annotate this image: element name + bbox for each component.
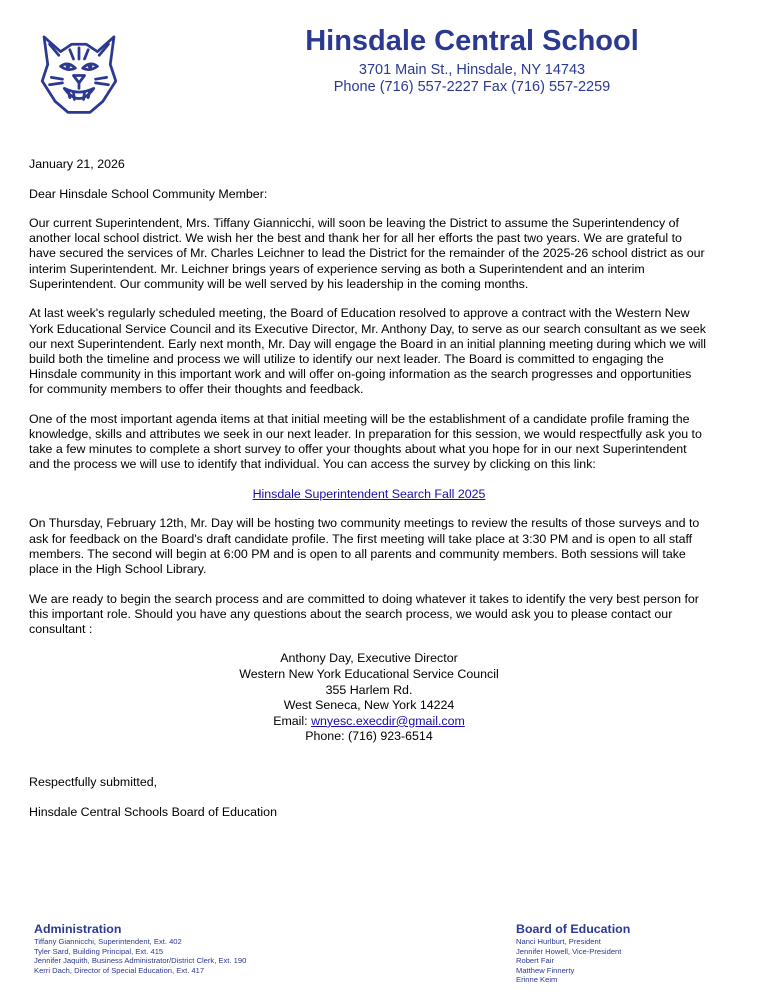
wildcat-logo-icon — [32, 24, 126, 116]
board-heading: Board of Education — [516, 922, 631, 936]
survey-link-row — [29, 487, 709, 502]
letter-signature: Hinsdale Central Schools Board of Education — [29, 804, 277, 819]
footer-administration — [34, 922, 246, 975]
letter-paragraph-5: We are ready to begin the search process and are committed to doing whatever it takes to identify the very best person for this important role. Should you have any questions about the search process, we would ask you to please contact our consultant : — [29, 591, 699, 636]
contact-city: West Seneca, New York 14224 — [283, 698, 455, 713]
board-member-line: Jennifer Howell, Vice-President — [516, 946, 622, 956]
administration-heading: Administration — [34, 922, 122, 936]
letter-paragraph-4: On Thursday, February 12th, Mr. Day will be hosting two community meetings to review the results of those surveys and to ask for feedback on the Board's draft candidate profile. The first meeting will take place at 3:30 PM and is open to all staff members. The second will begin at 6:00 PM and is open to all parents and community members. Both sessions will take place in the High School Library. — [29, 516, 700, 577]
administration-line: Jennifer Jaquith, Business Administrator/District Clerk, Ext. 190 — [34, 956, 247, 966]
contact-email-label: Email: — [273, 713, 312, 728]
administration-line: Tiffany Giannicchi, Superintendent, Ext. 402 — [34, 937, 182, 946]
contact-org: Western New York Educational Service Council — [239, 667, 499, 682]
letter-paragraph-3: One of the most important agenda items at that initial meeting will be the establishment of a candidate profile framing the knowledge, skills and attributes we seek in our next leader. In preparation for this session, we would respectfully ask you to take a few minutes to complete a short survey to offer your thoughts about what you hope for in our next Superintendent and the process we will use to identify that individual. You can access the survey by clicking on this link: — [29, 411, 702, 472]
survey-link[interactable]: Hinsdale Superintendent Search Fall 2025 — [252, 486, 486, 501]
letter-body — [29, 157, 709, 834]
contact-email-row — [29, 714, 709, 730]
board-member-line: Matthew Finnerty — [516, 965, 575, 975]
board-member-line: Robert Fair — [516, 956, 554, 966]
letter-paragraph-2: At last week's regularly scheduled meeting, the Board of Education resolved to approve a contract with the Western New York Educational Service Council and its Executive Director, Mr. Anthony Day, to serve as our search consultant as we seek our next Superintendent. Early next month, Mr. Day will engage the Board in an initial planning meeting during which we will build both the timeline and process we will utilize to identify our next leader. The Board is committed to engaging the Hinsdale community in this important work and will offer on-going information as the search progresses and opportunities for community members to offer their thoughts and feedback. — [29, 306, 707, 397]
contact-name: Anthony Day, Executive Director — [280, 651, 458, 666]
administration-line: Kerri Dach, Director of Special Education, Ext. 417 — [34, 965, 205, 975]
contact-email-link[interactable]: wnyesc.execdir@gmail.com — [311, 713, 465, 728]
board-member-line: Nanci Hurlburt, President — [516, 937, 601, 946]
letter-paragraph-1: Our current Superintendent, Mrs. Tiffany Giannicchi, will soon be leaving the District to assume the Superintendency of another local school district. We wish her the best and thank her for all her efforts the past two years. We are grateful to have secured the services of Mr. Charles Leichner to lead the District for the remainder of the 2025-26 school district as our interim Superintendent. Mr. Leichner brings years of experience serving as both a Superintendent and an interim Superintendent. Our community will be well served by his leadership in the coming months. — [29, 216, 705, 291]
footer-board-of-education — [516, 922, 630, 985]
school-name: Hinsdale Central School — [305, 25, 639, 57]
administration-line: Tyler Sard, Building Principal, Ext. 415 — [34, 946, 164, 956]
school-address: 3701 Main St., Hinsdale, NY 14743 — [358, 62, 586, 78]
letter-closing: Respectfully submitted, — [29, 775, 158, 790]
contact-phone: Phone: (716) 923-6514 — [305, 729, 433, 744]
letter-date: January 21, 2026 — [29, 157, 125, 171]
consultant-contact — [29, 651, 709, 745]
board-member-line: Erinne Keim — [516, 975, 558, 985]
contact-street: 355 Harlem Rd. — [325, 682, 413, 697]
school-phone-fax: Phone (716) 557-2227 Fax (716) 557-2259 — [333, 79, 611, 95]
letter-salutation: Dear Hinsdale School Community Member: — [29, 186, 268, 201]
